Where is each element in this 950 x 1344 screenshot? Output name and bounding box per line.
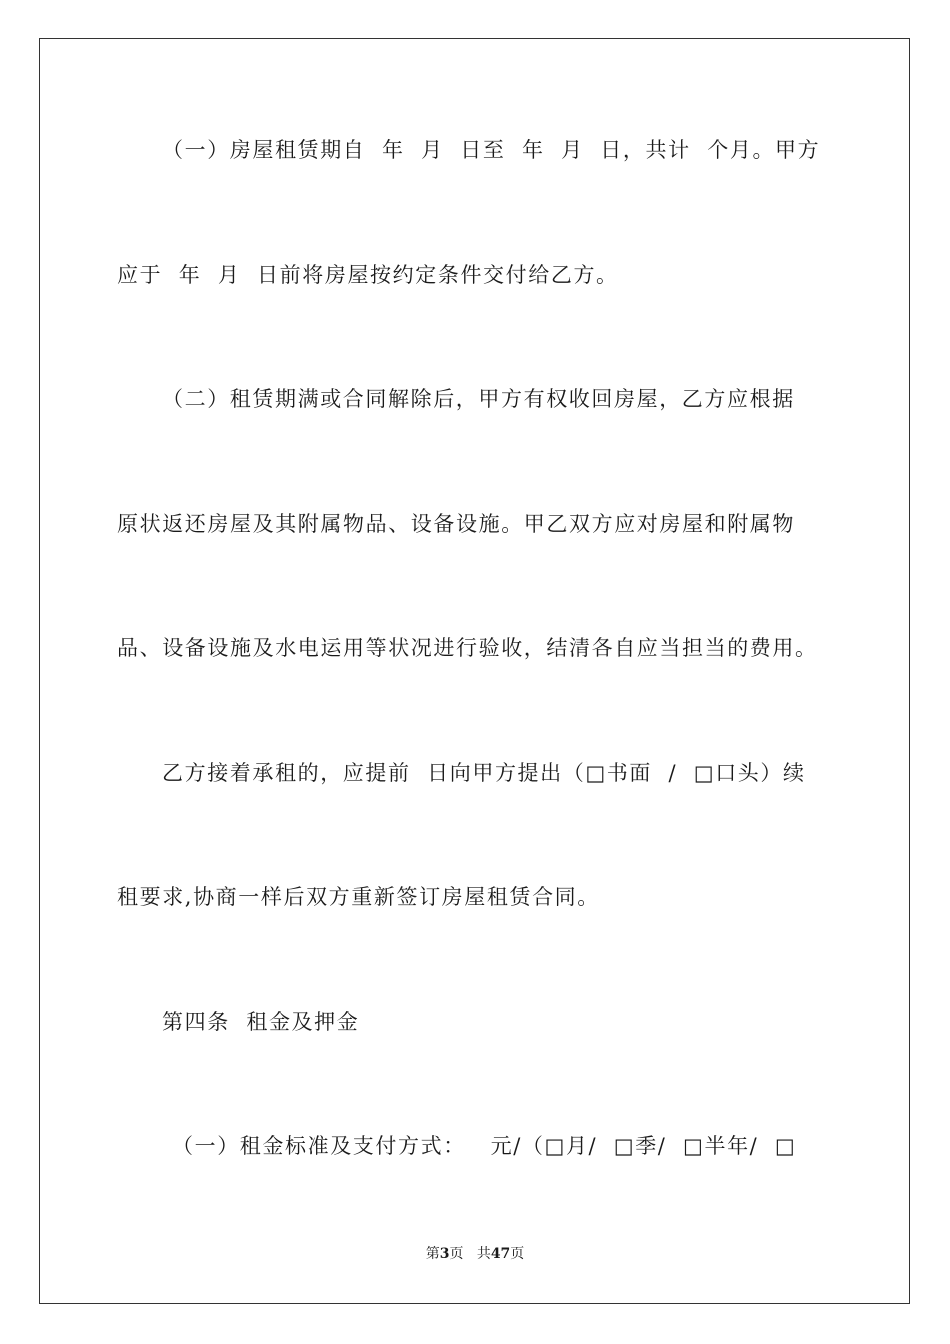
paragraph-line-4: 原状返还房屋及其附属物品、设备设施。甲乙双方应对房屋和附属物 [117,512,795,536]
paragraph-line-7: 租要求,协商一样后双方重新签订房屋租赁合同。 [117,885,600,909]
page-footer [0,1243,950,1263]
total-suffix: 页 [510,1246,525,1262]
paragraph-line-3: （二）租赁期满或合同解除后，甲方有权收回房屋，乙方应根据 [162,387,795,411]
paragraph-line-2: 应于 年 月 日前将房屋按约定条件交付给乙方。 [117,263,619,287]
total-pages: 47 [490,1246,511,1262]
section-heading-article-4: 第四条 租金及押金 [162,1010,360,1034]
total-prefix: 共 [476,1246,491,1262]
paragraph-line-1: （一）房屋租赁期自 年 月 日至 年 月 日，共计 个月。甲方 [162,138,821,162]
paragraph-line-9: （一）租金标准及支付方式： 元/（□月/ □季/ □半年/ □ [172,1134,797,1158]
paragraph-line-5: 品、设备设施及水电运用等状况进行验收，结清各自应当担当的费用。 [117,636,818,660]
page-number: 3 [439,1246,450,1262]
page-suffix: 页 [449,1246,464,1262]
paragraph-line-6: 乙方接着承租的，应提前 日向甲方提出（□书面 / □口头）续 [162,761,806,785]
page-prefix: 第 [425,1246,440,1262]
page-border [39,38,910,1304]
